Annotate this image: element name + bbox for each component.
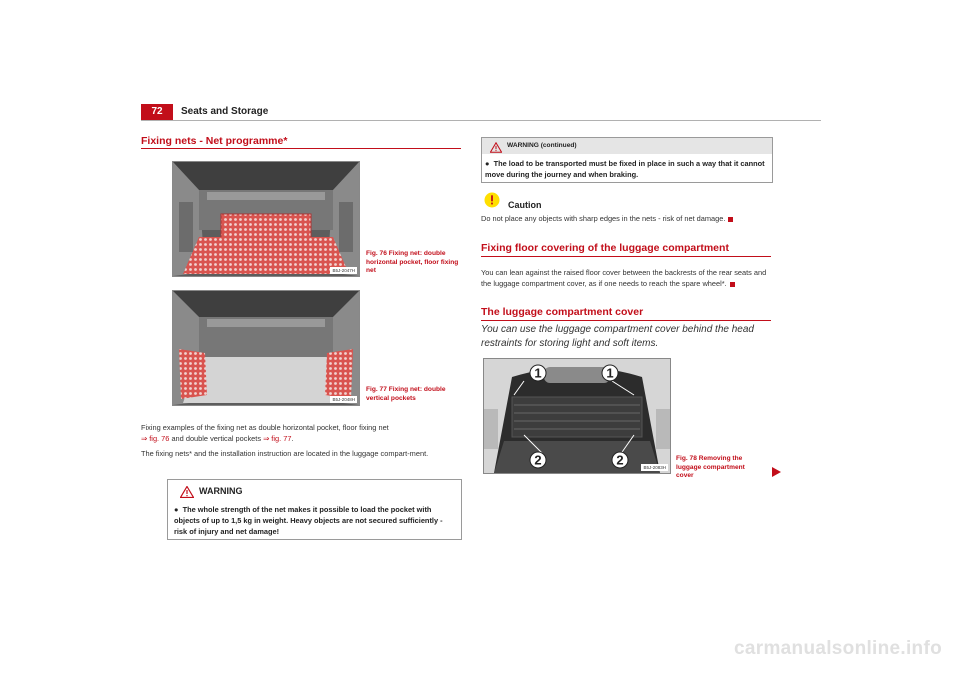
warning-continued-text: [485, 158, 769, 180]
text: Fixing examples of the fixing net as double horizontal pocket, floor fixing net: [141, 423, 389, 432]
callout-1-left: [530, 365, 546, 381]
section-title-fixing-nets: Fixing nets - Net programme*: [141, 135, 288, 147]
continue-arrow-icon: [772, 464, 781, 482]
header-rule: [141, 120, 821, 121]
paragraph-fixing-examples: [141, 422, 461, 444]
svg-text:2: 2: [616, 452, 624, 468]
warning-continued-body: The load to be transported must be fixed in place in such a way that it cannot move during the journey and when braking.: [485, 159, 765, 179]
paragraph-fixing-nets-location: The fixing nets* and the installation instruction are located in the luggage compart-ment.: [141, 449, 429, 458]
fig-77-link[interactable]: ⇒ fig. 77: [263, 434, 292, 443]
figure-code: B5J-2083H: [643, 465, 666, 470]
figure-78-photo: [483, 358, 671, 474]
warning-title: WARNING: [199, 486, 243, 496]
warning-continued-title: WARNING (continued): [507, 142, 577, 149]
figure-77-photo: [172, 290, 360, 406]
figure-77-caption: Fig. 77 Fixing net: double vertical pockets: [366, 386, 446, 402]
caution-body: Do not place any objects with sharp edges in the nets - risk of net damage.: [481, 214, 726, 223]
warning-text: [174, 504, 456, 537]
luggage-cover-illustration: [484, 359, 670, 473]
section-rule: [481, 320, 771, 321]
running-title: Seats and Storage: [181, 106, 269, 117]
warning-box: [167, 479, 462, 540]
section-title-luggage-cover: The luggage compartment cover: [481, 306, 644, 318]
warning-icon: [490, 140, 502, 158]
bullet-icon: ●: [174, 505, 183, 514]
text: and double vertical pockets: [169, 434, 264, 443]
section-rule: [141, 148, 461, 149]
footer-watermark: carmanualsonline.info: [734, 638, 942, 659]
callout-2-right: [612, 452, 628, 468]
trunk-horizontal-net-illustration: [173, 162, 359, 276]
figure-code: B5J-2047H: [332, 268, 355, 273]
svg-text:1: 1: [606, 365, 614, 381]
caution-text: [481, 213, 771, 224]
caution-title: Caution: [508, 200, 542, 210]
page-number: 72: [141, 104, 173, 120]
end-marker: [728, 217, 733, 222]
figure-code: B5J-2048H: [332, 397, 355, 402]
fig-76-link[interactable]: ⇒ fig. 76: [141, 434, 170, 443]
svg-text:2: 2: [534, 452, 542, 468]
section-rule: [481, 256, 771, 257]
figure-78-caption: Fig. 78 Removing the luggage compartment cover: [676, 455, 745, 479]
svg-text:1: 1: [534, 365, 542, 381]
luggage-cover-intro: You can use the luggage compartment cover behind the head restraints for storing light and soft items.: [481, 324, 754, 349]
warning-icon: [180, 485, 194, 503]
floor-covering-body: You can lean against the raised floor cover between the backrests of the rear seats and the luggage compartment cover, as if one needs to reach the spare wheel*.: [481, 268, 767, 288]
paragraph-floor-covering: [481, 267, 771, 289]
bullet-icon: ●: [485, 159, 494, 168]
trunk-vertical-pockets-illustration: [173, 291, 359, 405]
caution-icon: [484, 192, 500, 213]
callout-1-right: [602, 365, 618, 381]
text: .: [291, 434, 294, 443]
figure-76-photo: [172, 161, 360, 277]
end-marker: [730, 282, 735, 287]
section-title-floor-covering: Fixing floor covering of the luggage compartment: [481, 242, 729, 254]
figure-76-caption: Fig. 76 Fixing net: double horizontal pocket, floor fixing net: [366, 250, 459, 274]
warning-continued-box: [481, 137, 773, 183]
callout-2-left: [530, 452, 546, 468]
warning-body: The whole strength of the net makes it possible to load the pocket with objects of up to 1,5 kg in weight. Heavy objects are not secured sufficiently - risk of injury and net damage!: [174, 505, 443, 536]
